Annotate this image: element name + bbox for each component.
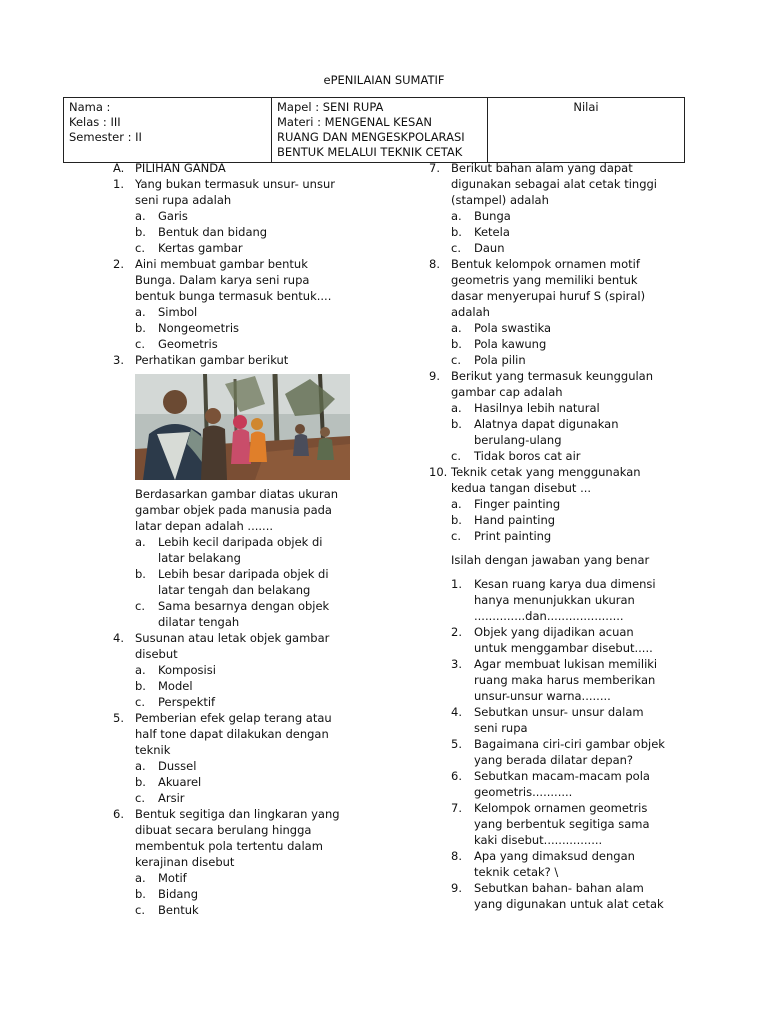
- hikers-photo: [135, 374, 350, 480]
- question-10: 10. Teknik cetak yang menggunakan kedua tangan disebut ... a. Finger painting b. Hand painting c. Print painting: [429, 464, 689, 544]
- option: c. Print painting: [451, 529, 552, 543]
- option: c. Pola pilin: [451, 353, 526, 367]
- option: c. Sama besarnya dengan objek: [135, 599, 330, 613]
- option: c. Kertas gambar: [135, 241, 243, 255]
- question-9: 9. Berikut yang termasuk keunggulan gambar cap adalah a. Hasilnya lebih natural b. Alatnya dapat digunakan berulang-ulang c. Tidak boros cat air: [429, 368, 689, 464]
- option: a. Motif: [135, 871, 187, 885]
- section-a-heading: A. PILIHAN GANDA: [113, 161, 226, 175]
- option: a. Lebih kecil daripada objek di: [135, 535, 323, 549]
- option: c. Geometris: [135, 337, 218, 351]
- essay-question-7: 7. Kelompok ornamen geometris yang berbentuk segitiga sama kaki disebut................: [451, 801, 650, 847]
- option: a. Simbol: [135, 305, 198, 319]
- option: b. Bentuk dan bidang: [135, 225, 268, 239]
- mapel-label: Mapel : SENI RUPA: [277, 100, 384, 114]
- option: b. Akuarel: [135, 775, 202, 789]
- option: b. Model: [135, 679, 193, 693]
- option: b. Lebih besar daripada objek di: [135, 567, 329, 581]
- essay-question-9: 9. Sebutkan bahan- bahan alam yang digunakan untuk alat cetak: [451, 881, 664, 911]
- option: c. Perspektif: [135, 695, 216, 709]
- score-cell: [488, 98, 685, 163]
- option: a. Pola swastika: [451, 321, 552, 335]
- question-2: 2. Aini membuat gambar bentuk Bunga. Dalam karya seni rupa bentuk bunga termasuk bentuk.... a. Simbol b. Nongeometris c. Geometris: [113, 256, 363, 352]
- option: b. Nongeometris: [135, 321, 240, 335]
- option: c. Arsir: [135, 791, 185, 805]
- identity-table: [63, 97, 685, 163]
- question-6: 6. Bentuk segitiga dan lingkaran yang dibuat secara berulang hingga membentuk pola tertentu dalam kerajinan disebut a. Motif b. Bidang c. Bentuk: [113, 806, 363, 918]
- option: a. Komposisi: [135, 663, 216, 677]
- option: c. Tidak boros cat air: [451, 449, 581, 463]
- option: a. Finger painting: [451, 497, 561, 511]
- option: b. Pola kawung: [451, 337, 547, 351]
- student-info-cell: [64, 98, 272, 163]
- photo-illustration: [135, 374, 350, 480]
- option: b. Alatnya dapat digunakan: [451, 417, 619, 431]
- kelas-label: Kelas : III: [69, 115, 121, 129]
- option: a. Hasilnya lebih natural: [451, 401, 600, 415]
- subject-info-cell: [272, 98, 488, 163]
- question-7: 7. Berikut bahan alam yang dapat digunakan sebagai alat cetak tinggi (stampel) adalah a. Bunga b. Ketela c. Daun: [429, 160, 689, 256]
- question-5: 5. Pemberian efek gelap terang atau half tone dapat dilakukan dengan teknik a. Dussel b. Akuarel c. Arsir: [113, 710, 363, 806]
- option: b. Hand painting: [451, 513, 556, 527]
- essay-instruction: Isilah dengan jawaban yang benar: [451, 553, 650, 567]
- option: a. Bunga: [451, 209, 511, 223]
- materi-line-3: BENTUK MELALUI TEKNIK CETAK: [277, 145, 463, 159]
- essay-question-4: 4. Sebutkan unsur- unsur dalam seni rupa: [451, 705, 644, 735]
- option: b. Bidang: [135, 887, 199, 901]
- question-4: 4. Susunan atau letak objek gambar disebut a. Komposisi b. Model c. Perspektif: [113, 630, 363, 710]
- question-3: 3. Perhatikan gambar berikut Berdasarkan gambar diatas ukuran gambar objek pada manusia pada latar depan adalah ....... a. Lebih kecil daripada objek di latar belakang b. Lebih besar daripada objek di latar tengah dan belakang c. Sama besarnya dengan objek dilatar tengah: [113, 352, 363, 630]
- materi-line-1: Materi : MENGENAL KESAN: [277, 115, 432, 129]
- essay-question-1: 1. Kesan ruang karya dua dimensi hanya menunjukkan ukuran ..............dan.....................: [451, 577, 656, 623]
- semester-label: Semester : II: [69, 130, 142, 144]
- option: c. Bentuk: [135, 903, 199, 917]
- essay-question-5: 5. Bagaimana ciri-ciri gambar objek yang berada dilatar depan?: [451, 737, 665, 767]
- option: a. Dussel: [135, 759, 197, 773]
- question-8: 8. Bentuk kelompok ornamen motif geometris yang memiliki bentuk dasar menyerupai huruf S (spiral) adalah a. Pola swastika b. Pola kawung c. Pola pilin: [429, 256, 689, 368]
- option: c. Daun: [451, 241, 505, 255]
- essay-question-8: 8. Apa yang dimaksud dengan teknik cetak? \: [451, 849, 635, 879]
- nama-label: Nama :: [69, 100, 111, 114]
- option: a. Garis: [135, 209, 188, 223]
- essay-question-6: 6. Sebutkan macam-macam pola geometris...........: [451, 769, 650, 799]
- essay-question-3: 3. Agar membuat lukisan memiliki ruang maka harus memberikan unsur-unsur warna........: [451, 657, 658, 703]
- option: b. Ketela: [451, 225, 510, 239]
- document-title: ePENILAIAN SUMATIF: [323, 73, 445, 87]
- nilai-label: Nilai: [573, 100, 599, 114]
- right-column: [429, 160, 689, 912]
- essay-question-2: 2. Objek yang dijadikan acuan untuk menggambar disebut.....: [451, 625, 653, 655]
- materi-line-2: RUANG DAN MENGESKPOLARASI: [277, 130, 465, 144]
- left-column: [113, 160, 363, 918]
- question-1: 1. Yang bukan termasuk unsur- unsur seni rupa adalah a. Garis b. Bentuk dan bidang c. Kertas gambar: [113, 176, 363, 256]
